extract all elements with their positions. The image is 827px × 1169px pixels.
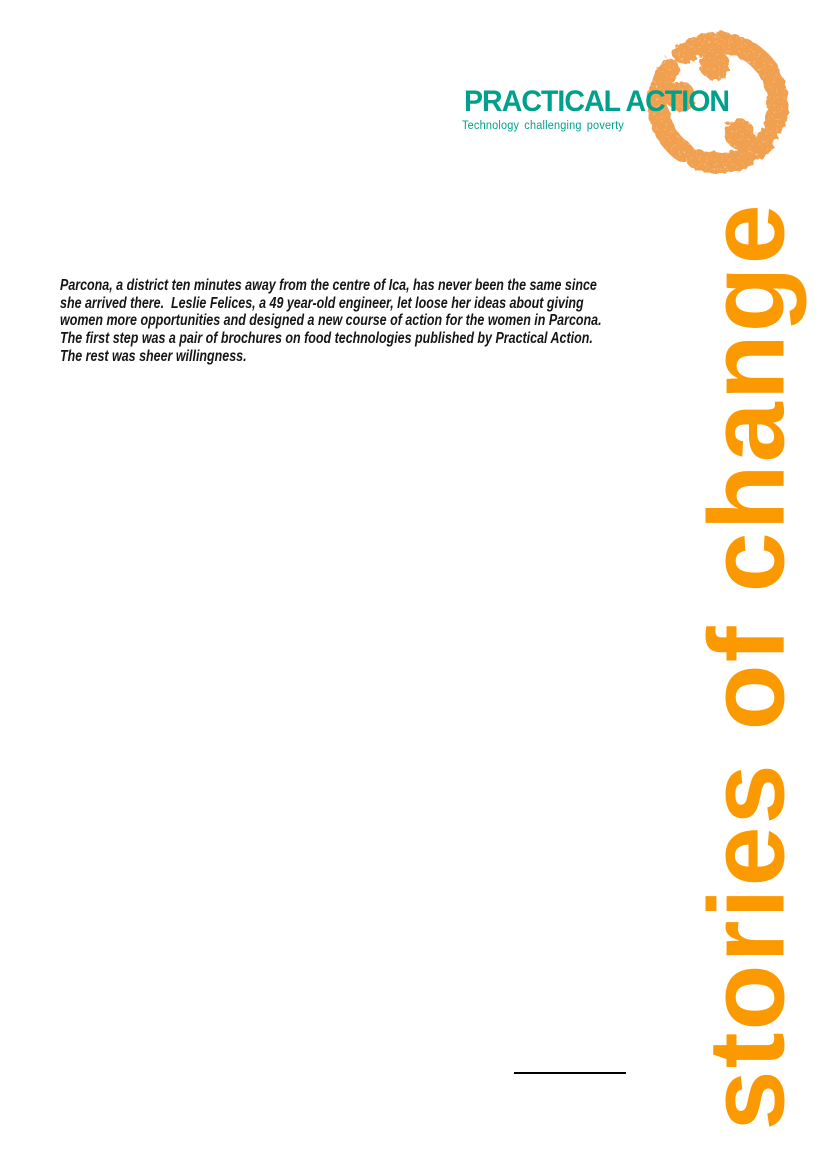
logo-figure-head-bottom-right (723, 117, 753, 147)
intro-line: Parcona, a district ten minutes away from the centre of Ica, has never been the same since (60, 277, 597, 294)
brand-tagline: Technology challenging poverty (462, 120, 624, 132)
intro-line: women more opportunities and designed a new course of action for the women in Parcona. (60, 312, 602, 330)
intro-line: The first step was a pair of brochures on food technologies published by Practical Action. (60, 330, 593, 348)
intro-line: The rest was sheer willingness. (60, 347, 247, 365)
brand-name: PRACTICAL ACTION (464, 85, 730, 118)
intro-line: she arrived there. Leslie Felices, a 49 year-old engineer, let loose her ideas about giving (60, 294, 584, 312)
intro-paragraph (60, 277, 754, 366)
stories-of-change-banner: stories of change (685, 202, 807, 1131)
footnote-divider (514, 1072, 626, 1074)
logo-figure-head-top (698, 48, 728, 78)
